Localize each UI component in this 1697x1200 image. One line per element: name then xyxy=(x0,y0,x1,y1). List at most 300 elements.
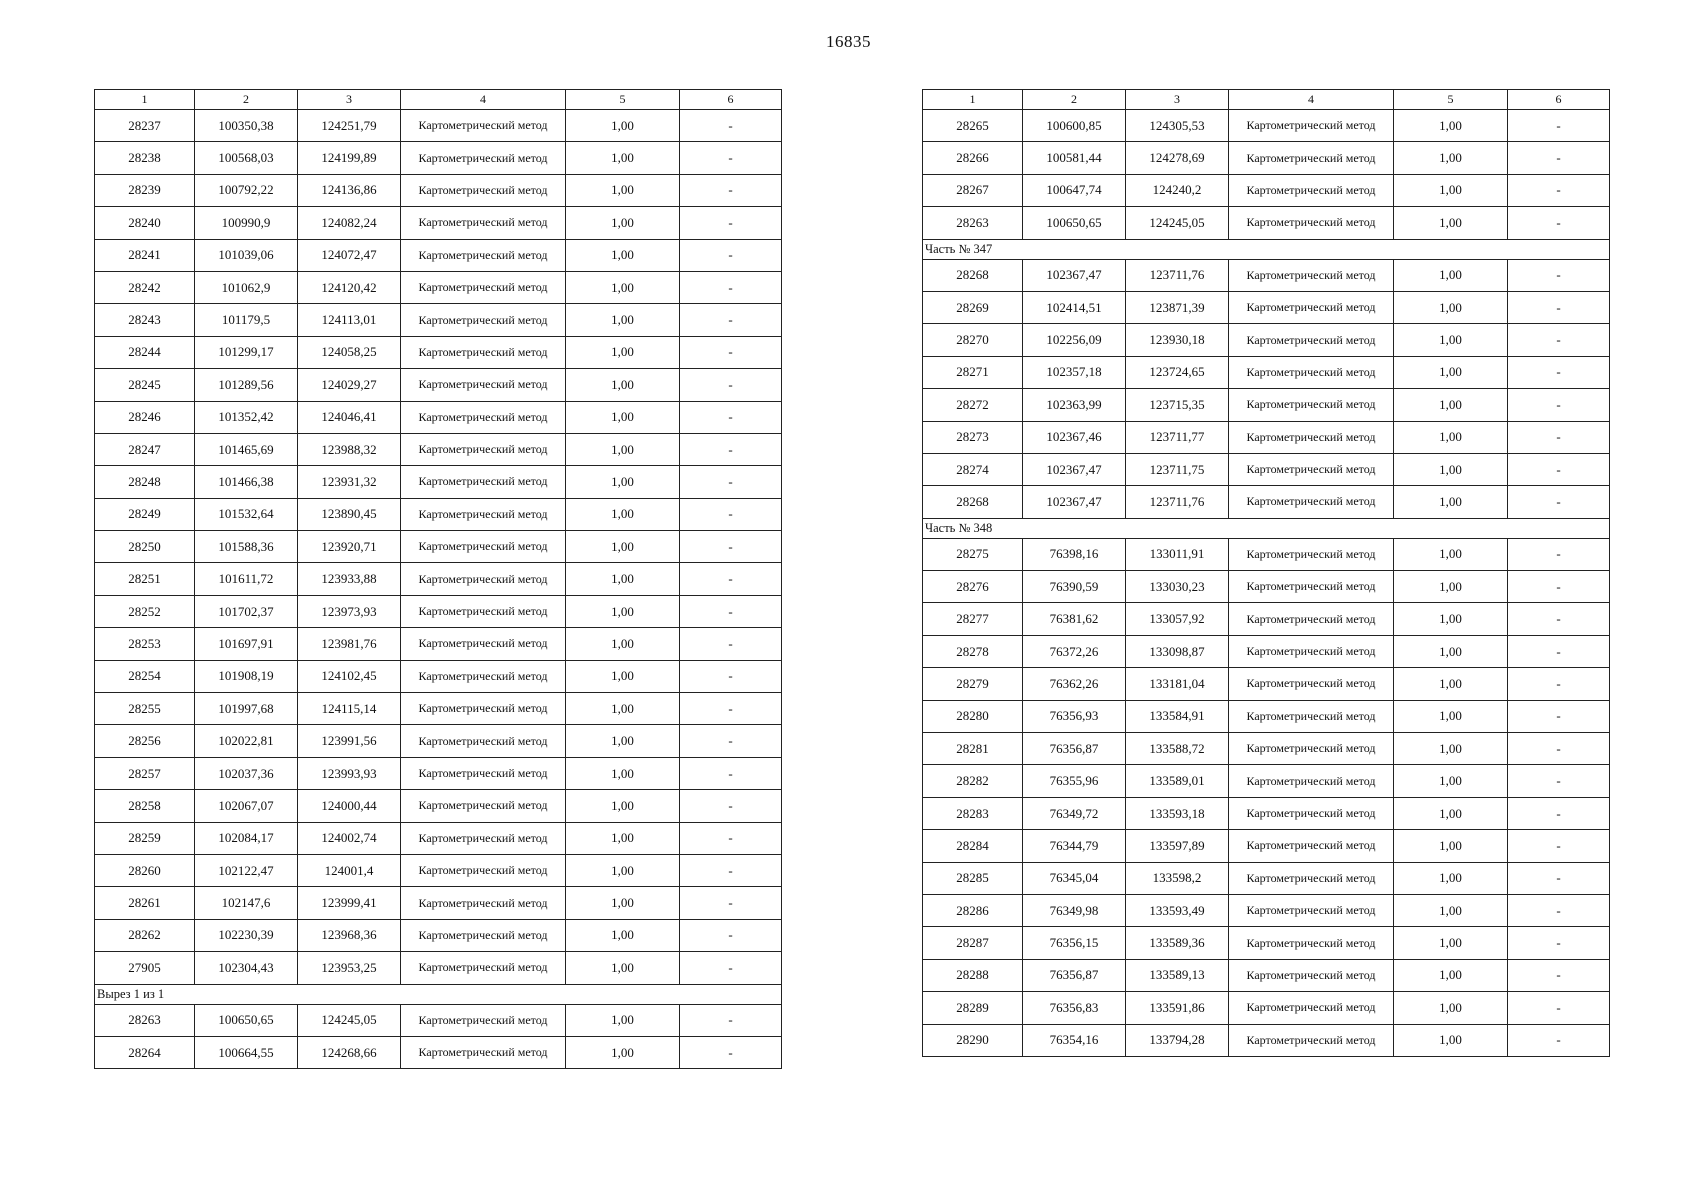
y-coordinate-cell: 133593,49 xyxy=(1126,894,1229,926)
point-number-cell: 28252 xyxy=(95,595,195,627)
x-coordinate-cell: 100600,85 xyxy=(1023,110,1126,142)
point-number-cell: 28238 xyxy=(95,142,195,174)
table-row xyxy=(923,700,1610,732)
accuracy-cell: 1,00 xyxy=(566,757,680,789)
y-coordinate-cell: 124278,69 xyxy=(1126,142,1229,174)
method-cell: Картометрический метод xyxy=(401,595,566,627)
point-number-cell: 28268 xyxy=(923,259,1023,291)
accuracy-cell: 1,00 xyxy=(566,336,680,368)
method-cell: Картометрический метод xyxy=(1229,765,1394,797)
table-row xyxy=(95,725,782,757)
description-cell: - xyxy=(1508,453,1610,485)
table-row xyxy=(923,894,1610,926)
section-row xyxy=(923,518,1610,538)
method-cell: Картометрический метод xyxy=(1229,538,1394,570)
y-coordinate-cell: 133030,23 xyxy=(1126,571,1229,603)
accuracy-cell: 1,00 xyxy=(1394,1024,1508,1056)
method-cell: Картометрический метод xyxy=(1229,733,1394,765)
y-coordinate-cell: 124001,4 xyxy=(298,854,401,886)
accuracy-cell: 1,00 xyxy=(1394,700,1508,732)
description-cell: - xyxy=(680,952,782,984)
y-coordinate-cell: 123993,93 xyxy=(298,757,401,789)
y-coordinate-cell: 124072,47 xyxy=(298,239,401,271)
accuracy-cell: 1,00 xyxy=(566,110,680,142)
x-coordinate-cell: 101179,5 xyxy=(195,304,298,336)
y-coordinate-cell: 123920,71 xyxy=(298,531,401,563)
method-cell: Картометрический метод xyxy=(401,401,566,433)
table-row xyxy=(923,259,1610,291)
table-row xyxy=(923,486,1610,518)
y-coordinate-cell: 124002,74 xyxy=(298,822,401,854)
x-coordinate-cell: 102147,6 xyxy=(195,887,298,919)
accuracy-cell: 1,00 xyxy=(1394,356,1508,388)
x-coordinate-cell: 101588,36 xyxy=(195,531,298,563)
y-coordinate-cell: 133598,2 xyxy=(1126,862,1229,894)
table-row xyxy=(95,628,782,660)
description-cell: - xyxy=(680,854,782,886)
accuracy-cell: 1,00 xyxy=(566,401,680,433)
point-number-cell: 28240 xyxy=(95,207,195,239)
x-coordinate-cell: 100568,03 xyxy=(195,142,298,174)
x-coordinate-cell: 101352,42 xyxy=(195,401,298,433)
description-cell: - xyxy=(1508,927,1610,959)
method-cell: Картометрический метод xyxy=(1229,959,1394,991)
y-coordinate-cell: 124199,89 xyxy=(298,142,401,174)
method-cell: Картометрический метод xyxy=(1229,635,1394,667)
description-cell: - xyxy=(1508,1024,1610,1056)
method-cell: Картометрический метод xyxy=(401,271,566,303)
table-row xyxy=(95,531,782,563)
accuracy-cell: 1,00 xyxy=(566,725,680,757)
method-cell: Картометрический метод xyxy=(401,304,566,336)
point-number-cell: 28268 xyxy=(923,486,1023,518)
method-cell: Картометрический метод xyxy=(401,531,566,563)
table-row xyxy=(923,927,1610,959)
y-coordinate-cell: 123931,32 xyxy=(298,466,401,498)
accuracy-cell: 1,00 xyxy=(566,433,680,465)
accuracy-cell: 1,00 xyxy=(1394,603,1508,635)
column-header: 2 xyxy=(195,90,298,110)
table-row xyxy=(95,757,782,789)
x-coordinate-cell: 76362,26 xyxy=(1023,668,1126,700)
description-cell: - xyxy=(680,790,782,822)
point-number-cell: 28246 xyxy=(95,401,195,433)
point-number-cell: 28249 xyxy=(95,498,195,530)
x-coordinate-cell: 100647,74 xyxy=(1023,174,1126,206)
method-cell: Картометрический метод xyxy=(1229,862,1394,894)
accuracy-cell: 1,00 xyxy=(566,498,680,530)
x-coordinate-cell: 102304,43 xyxy=(195,952,298,984)
y-coordinate-cell: 123933,88 xyxy=(298,563,401,595)
y-coordinate-cell: 133589,36 xyxy=(1126,927,1229,959)
accuracy-cell: 1,00 xyxy=(1394,110,1508,142)
table-row xyxy=(95,887,782,919)
method-cell: Картометрический метод xyxy=(401,822,566,854)
table-row xyxy=(95,1036,782,1068)
description-cell: - xyxy=(680,757,782,789)
accuracy-cell: 1,00 xyxy=(566,466,680,498)
method-cell: Картометрический метод xyxy=(1229,421,1394,453)
table-row xyxy=(95,563,782,595)
method-cell: Картометрический метод xyxy=(401,239,566,271)
point-number-cell: 27905 xyxy=(95,952,195,984)
point-number-cell: 28264 xyxy=(95,1036,195,1068)
point-number-cell: 28276 xyxy=(923,571,1023,603)
table-row xyxy=(923,1024,1610,1056)
table-row xyxy=(95,271,782,303)
method-cell: Картометрический метод xyxy=(1229,603,1394,635)
description-cell: - xyxy=(680,336,782,368)
accuracy-cell: 1,00 xyxy=(566,142,680,174)
table-row xyxy=(95,854,782,886)
method-cell: Картометрический метод xyxy=(401,142,566,174)
column-header: 1 xyxy=(95,90,195,110)
accuracy-cell: 1,00 xyxy=(1394,927,1508,959)
point-number-cell: 28266 xyxy=(923,142,1023,174)
description-cell: - xyxy=(680,660,782,692)
method-cell: Картометрический метод xyxy=(401,790,566,822)
method-cell: Картометрический метод xyxy=(401,563,566,595)
accuracy-cell: 1,00 xyxy=(566,822,680,854)
x-coordinate-cell: 76349,98 xyxy=(1023,894,1126,926)
method-cell: Картометрический метод xyxy=(1229,142,1394,174)
table-row xyxy=(923,389,1610,421)
method-cell: Картометрический метод xyxy=(1229,894,1394,926)
table-row xyxy=(923,668,1610,700)
table-row xyxy=(923,765,1610,797)
column-header: 4 xyxy=(1229,90,1394,110)
description-cell: - xyxy=(680,1004,782,1036)
x-coordinate-cell: 102414,51 xyxy=(1023,291,1126,323)
y-coordinate-cell: 123724,65 xyxy=(1126,356,1229,388)
y-coordinate-cell: 133589,01 xyxy=(1126,765,1229,797)
description-cell: - xyxy=(1508,142,1610,174)
y-coordinate-cell: 123968,36 xyxy=(298,919,401,951)
description-cell: - xyxy=(680,239,782,271)
point-number-cell: 28239 xyxy=(95,174,195,206)
x-coordinate-cell: 100650,65 xyxy=(1023,207,1126,239)
description-cell: - xyxy=(1508,797,1610,829)
y-coordinate-cell: 133098,87 xyxy=(1126,635,1229,667)
table-row xyxy=(923,959,1610,991)
accuracy-cell: 1,00 xyxy=(566,174,680,206)
description-cell: - xyxy=(1508,894,1610,926)
y-coordinate-cell: 124058,25 xyxy=(298,336,401,368)
table-row xyxy=(95,952,782,984)
description-cell: - xyxy=(1508,700,1610,732)
section-label: Часть № 348 xyxy=(923,518,1610,538)
description-cell: - xyxy=(1508,733,1610,765)
method-cell: Картометрический метод xyxy=(1229,927,1394,959)
point-number-cell: 28241 xyxy=(95,239,195,271)
x-coordinate-cell: 76354,16 xyxy=(1023,1024,1126,1056)
point-number-cell: 28255 xyxy=(95,693,195,725)
x-coordinate-cell: 76355,96 xyxy=(1023,765,1126,797)
description-cell: - xyxy=(1508,959,1610,991)
point-number-cell: 28288 xyxy=(923,959,1023,991)
table-row xyxy=(95,433,782,465)
description-cell: - xyxy=(1508,992,1610,1024)
table-row xyxy=(923,207,1610,239)
point-number-cell: 28258 xyxy=(95,790,195,822)
point-number-cell: 28283 xyxy=(923,797,1023,829)
x-coordinate-cell: 101062,9 xyxy=(195,271,298,303)
method-cell: Картометрический метод xyxy=(401,887,566,919)
table-body xyxy=(95,110,782,1069)
point-number-cell: 28271 xyxy=(923,356,1023,388)
accuracy-cell: 1,00 xyxy=(1394,259,1508,291)
point-number-cell: 28250 xyxy=(95,531,195,563)
table-row xyxy=(95,369,782,401)
point-number-cell: 28273 xyxy=(923,421,1023,453)
accuracy-cell: 1,00 xyxy=(1394,894,1508,926)
y-coordinate-cell: 123711,75 xyxy=(1126,453,1229,485)
accuracy-cell: 1,00 xyxy=(566,1036,680,1068)
method-cell: Картометрический метод xyxy=(401,628,566,660)
x-coordinate-cell: 76344,79 xyxy=(1023,830,1126,862)
accuracy-cell: 1,00 xyxy=(566,239,680,271)
accuracy-cell: 1,00 xyxy=(566,919,680,951)
x-coordinate-cell: 76390,59 xyxy=(1023,571,1126,603)
y-coordinate-cell: 133584,91 xyxy=(1126,700,1229,732)
method-cell: Картометрический метод xyxy=(401,1036,566,1068)
x-coordinate-cell: 76356,87 xyxy=(1023,733,1126,765)
method-cell: Картометрический метод xyxy=(401,660,566,692)
method-cell: Картометрический метод xyxy=(401,433,566,465)
description-cell: - xyxy=(680,919,782,951)
x-coordinate-cell: 76356,93 xyxy=(1023,700,1126,732)
table-row xyxy=(923,635,1610,667)
accuracy-cell: 1,00 xyxy=(566,369,680,401)
table-row xyxy=(95,336,782,368)
description-cell: - xyxy=(680,563,782,595)
method-cell: Картометрический метод xyxy=(401,110,566,142)
method-cell: Картометрический метод xyxy=(401,854,566,886)
x-coordinate-cell: 102367,47 xyxy=(1023,259,1126,291)
method-cell: Картометрический метод xyxy=(1229,207,1394,239)
method-cell: Картометрический метод xyxy=(401,498,566,530)
description-cell: - xyxy=(1508,830,1610,862)
column-header: 2 xyxy=(1023,90,1126,110)
method-cell: Картометрический метод xyxy=(1229,797,1394,829)
x-coordinate-cell: 100664,55 xyxy=(195,1036,298,1068)
method-cell: Картометрический метод xyxy=(1229,830,1394,862)
table-row xyxy=(923,356,1610,388)
table-row xyxy=(95,142,782,174)
y-coordinate-cell: 124136,86 xyxy=(298,174,401,206)
method-cell: Картометрический метод xyxy=(401,1004,566,1036)
y-coordinate-cell: 133011,91 xyxy=(1126,538,1229,570)
y-coordinate-cell: 124115,14 xyxy=(298,693,401,725)
coordinates-table-left xyxy=(94,89,782,1069)
point-number-cell: 28269 xyxy=(923,291,1023,323)
point-number-cell: 28262 xyxy=(95,919,195,951)
description-cell: - xyxy=(680,466,782,498)
x-coordinate-cell: 100650,65 xyxy=(195,1004,298,1036)
accuracy-cell: 1,00 xyxy=(1394,830,1508,862)
y-coordinate-cell: 123953,25 xyxy=(298,952,401,984)
table-row xyxy=(95,498,782,530)
method-cell: Картометрический метод xyxy=(401,757,566,789)
accuracy-cell: 1,00 xyxy=(566,271,680,303)
description-cell: - xyxy=(1508,207,1610,239)
description-cell: - xyxy=(680,822,782,854)
accuracy-cell: 1,00 xyxy=(1394,174,1508,206)
method-cell: Картометрический метод xyxy=(1229,324,1394,356)
table-row xyxy=(95,174,782,206)
table-row xyxy=(95,919,782,951)
point-number-cell: 28272 xyxy=(923,389,1023,421)
accuracy-cell: 1,00 xyxy=(1394,765,1508,797)
description-cell: - xyxy=(680,401,782,433)
x-coordinate-cell: 102367,47 xyxy=(1023,486,1126,518)
y-coordinate-cell: 123871,39 xyxy=(1126,291,1229,323)
column-header: 6 xyxy=(1508,90,1610,110)
accuracy-cell: 1,00 xyxy=(1394,453,1508,485)
y-coordinate-cell: 124029,27 xyxy=(298,369,401,401)
method-cell: Картометрический метод xyxy=(1229,291,1394,323)
accuracy-cell: 1,00 xyxy=(1394,668,1508,700)
method-cell: Картометрический метод xyxy=(401,952,566,984)
accuracy-cell: 1,00 xyxy=(1394,291,1508,323)
method-cell: Картометрический метод xyxy=(401,466,566,498)
x-coordinate-cell: 76381,62 xyxy=(1023,603,1126,635)
y-coordinate-cell: 124245,05 xyxy=(298,1004,401,1036)
table-row xyxy=(923,538,1610,570)
point-number-cell: 28290 xyxy=(923,1024,1023,1056)
table-row xyxy=(923,571,1610,603)
x-coordinate-cell: 102363,99 xyxy=(1023,389,1126,421)
accuracy-cell: 1,00 xyxy=(1394,324,1508,356)
description-cell: - xyxy=(680,174,782,206)
point-number-cell: 28260 xyxy=(95,854,195,886)
table-row xyxy=(923,603,1610,635)
x-coordinate-cell: 100350,38 xyxy=(195,110,298,142)
description-cell: - xyxy=(1508,538,1610,570)
method-cell: Картометрический метод xyxy=(1229,700,1394,732)
table-row xyxy=(923,830,1610,862)
table-row xyxy=(95,207,782,239)
section-label: Вырез 1 из 1 xyxy=(95,984,782,1004)
y-coordinate-cell: 124240,2 xyxy=(1126,174,1229,206)
y-coordinate-cell: 124000,44 xyxy=(298,790,401,822)
description-cell: - xyxy=(1508,668,1610,700)
point-number-cell: 28243 xyxy=(95,304,195,336)
method-cell: Картометрический метод xyxy=(1229,571,1394,603)
accuracy-cell: 1,00 xyxy=(1394,571,1508,603)
accuracy-cell: 1,00 xyxy=(1394,959,1508,991)
accuracy-cell: 1,00 xyxy=(566,304,680,336)
accuracy-cell: 1,00 xyxy=(566,563,680,595)
method-cell: Картометрический метод xyxy=(1229,110,1394,142)
point-number-cell: 28281 xyxy=(923,733,1023,765)
accuracy-cell: 1,00 xyxy=(566,887,680,919)
method-cell: Картометрический метод xyxy=(401,207,566,239)
point-number-cell: 28242 xyxy=(95,271,195,303)
description-cell: - xyxy=(680,207,782,239)
table-row xyxy=(95,1004,782,1036)
description-cell: - xyxy=(1508,291,1610,323)
method-cell: Картометрический метод xyxy=(401,174,566,206)
table-row xyxy=(95,466,782,498)
y-coordinate-cell: 123981,76 xyxy=(298,628,401,660)
point-number-cell: 28282 xyxy=(923,765,1023,797)
table-row xyxy=(95,660,782,692)
description-cell: - xyxy=(680,628,782,660)
x-coordinate-cell: 100581,44 xyxy=(1023,142,1126,174)
accuracy-cell: 1,00 xyxy=(1394,142,1508,174)
description-cell: - xyxy=(680,725,782,757)
accuracy-cell: 1,00 xyxy=(566,595,680,627)
accuracy-cell: 1,00 xyxy=(1394,207,1508,239)
x-coordinate-cell: 101299,17 xyxy=(195,336,298,368)
x-coordinate-cell: 101702,37 xyxy=(195,595,298,627)
table-row xyxy=(95,693,782,725)
y-coordinate-cell: 123930,18 xyxy=(1126,324,1229,356)
point-number-cell: 28286 xyxy=(923,894,1023,926)
accuracy-cell: 1,00 xyxy=(1394,992,1508,1024)
y-coordinate-cell: 124120,42 xyxy=(298,271,401,303)
point-number-cell: 28280 xyxy=(923,700,1023,732)
description-cell: - xyxy=(680,304,782,336)
accuracy-cell: 1,00 xyxy=(566,790,680,822)
method-cell: Картометрический метод xyxy=(1229,259,1394,291)
x-coordinate-cell: 101611,72 xyxy=(195,563,298,595)
y-coordinate-cell: 124305,53 xyxy=(1126,110,1229,142)
description-cell: - xyxy=(1508,110,1610,142)
description-cell: - xyxy=(680,110,782,142)
y-coordinate-cell: 133588,72 xyxy=(1126,733,1229,765)
description-cell: - xyxy=(680,1036,782,1068)
table-row xyxy=(95,595,782,627)
point-number-cell: 28253 xyxy=(95,628,195,660)
method-cell: Картометрический метод xyxy=(1229,453,1394,485)
x-coordinate-cell: 101697,91 xyxy=(195,628,298,660)
y-coordinate-cell: 133597,89 xyxy=(1126,830,1229,862)
y-coordinate-cell: 123973,93 xyxy=(298,595,401,627)
x-coordinate-cell: 101466,38 xyxy=(195,466,298,498)
y-coordinate-cell: 133593,18 xyxy=(1126,797,1229,829)
y-coordinate-cell: 133591,86 xyxy=(1126,992,1229,1024)
x-coordinate-cell: 102357,18 xyxy=(1023,356,1126,388)
method-cell: Картометрический метод xyxy=(1229,174,1394,206)
point-number-cell: 28237 xyxy=(95,110,195,142)
description-cell: - xyxy=(1508,603,1610,635)
method-cell: Картометрический метод xyxy=(1229,992,1394,1024)
x-coordinate-cell: 101039,06 xyxy=(195,239,298,271)
x-coordinate-cell: 101908,19 xyxy=(195,660,298,692)
description-cell: - xyxy=(1508,421,1610,453)
point-number-cell: 28277 xyxy=(923,603,1023,635)
method-cell: Картометрический метод xyxy=(1229,389,1394,421)
description-cell: - xyxy=(1508,324,1610,356)
table-row xyxy=(923,797,1610,829)
x-coordinate-cell: 102037,36 xyxy=(195,757,298,789)
x-coordinate-cell: 76398,16 xyxy=(1023,538,1126,570)
accuracy-cell: 1,00 xyxy=(566,660,680,692)
point-number-cell: 28256 xyxy=(95,725,195,757)
y-coordinate-cell: 123991,56 xyxy=(298,725,401,757)
table-row xyxy=(95,401,782,433)
coordinates-table-right xyxy=(922,89,1610,1057)
table-row xyxy=(923,291,1610,323)
accuracy-cell: 1,00 xyxy=(1394,389,1508,421)
accuracy-cell: 1,00 xyxy=(1394,733,1508,765)
y-coordinate-cell: 124102,45 xyxy=(298,660,401,692)
accuracy-cell: 1,00 xyxy=(1394,797,1508,829)
description-cell: - xyxy=(1508,356,1610,388)
x-coordinate-cell: 76372,26 xyxy=(1023,635,1126,667)
